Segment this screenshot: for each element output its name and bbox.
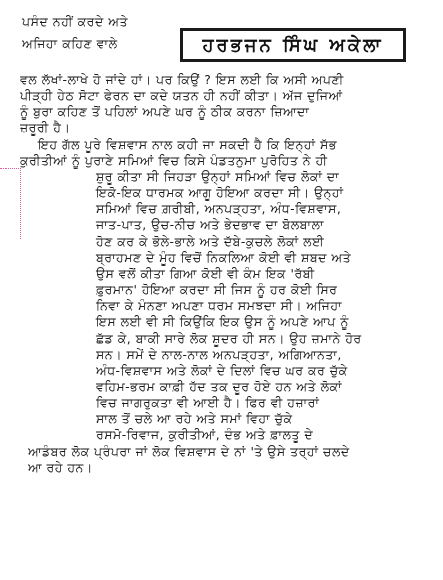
- paragraph-1-line: ਨੂੰ ਬੁਰਾ ਕਹਿਣ ਤੋਂ ਪਹਿਲਾਂ ਅਪਣੇ ਘਰ ਨੂੰ ਠੀਕ ਕਰਨਾ ਜ਼ਿਆਦਾ: [20, 104, 310, 120]
- paragraph-2-line: ਸਮਿਆਂ ਵਿਚ ਗ਼ਰੀਬੀ, ਅਨਪੜ੍ਹਤਾ, ਅੰਧ-ਵਿਸ਼ਵਾਸ,: [96, 201, 342, 217]
- paragraph-2-line: ਆਡੰਬਰ ਲੋਕ ਪ੍ਰੰਪਰਾ ਜਾਂ ਲੋਕ ਵਿਸ਼ਵਾਸ ਦੇ ਨਾਂ 'ਤੇ ਉਸੇ ਤਰ੍ਹਾਂ ਚਲਦੇ: [28, 443, 350, 459]
- paragraph-2-line: ਅੰਧ-ਵਿਸ਼ਵਾਸ ਅਤੇ ਲੋਕਾਂ ਦੇ ਦਿਲਾਂ ਵਿਚ ਘਰ ਕਰ ਚੁੱਕੇ: [96, 362, 348, 378]
- paragraph-1-line: ਪੀੜ੍ਹੀ ਹੇਠ ਸੋਟਾ ਫੇਰਨ ਦਾ ਕਦੇ ਯਤਨ ਹੀ ਨਹੀਂ ਕੀਤਾ। ਅੱਜ ਦੁਜਿਆਂ: [20, 88, 343, 104]
- paragraph-2-line: ਹੋਣ ਕਰ ਕੇ ਭੋਲੇ-ਭਾਲੇ ਅਤੇ ਦੱਬੇ-ਕੁਚਲੇ ਲੋਕਾਂ ਲਈ: [96, 233, 325, 249]
- paragraph-1-line: ਜ਼ਰੂਰੀ ਹੈ।: [20, 120, 71, 136]
- author-headline: ਹਰਭਜਨ ਸਿੰਘ ਅਕੇਲਾ: [202, 34, 384, 56]
- headline-box: [180, 28, 406, 62]
- paragraph-1-line: ਵਲ ਲੱਖਾਂ-ਲਾਖੇ ਹੋ ਜਾਂਦੇ ਹਾਂ। ਪਰ ਕਿਉਂ ? ਇਸ ਲਈ ਕਿ ਅਸੀ ਅਪਣੀ: [20, 72, 344, 87]
- article-body: [20, 72, 428, 476]
- paragraph-2-line: ਇਕੋ-ਇਕ ਧਾਰਮਕ ਆਗੂ ਹੋਇਆ ਕਰਦਾ ਸੀ। ਉਨ੍ਹਾਂ: [96, 185, 344, 201]
- paragraph-2-line: ਸ਼ੁਰੂ ਕੀਤਾ ਸੀ ਜਿਹੜਾ ਉਨ੍ਹਾਂ ਸਮਿਆਂ ਵਿਚ ਲੋਕਾਂ ਦਾ: [96, 168, 340, 184]
- paragraph-2-line: ਰਸਮੋ-ਰਿਵਾਜ, ਕੁਰੀਤੀਆਂ, ਦੰਭ ਅਤੇ ਫ਼ਾਲਤੂ ਦੇ: [96, 427, 314, 443]
- paragraph-2-line: ਵਿਚ ਜਾਗਰੁਕਤਾ ਵੀ ਆਈ ਹੈ। ਫਿਰ ਵੀ ਹਜ਼ਾਰਾਂ: [96, 395, 320, 411]
- paragraph-2-line: ਆ ਰਹੇ ਹਨ।: [28, 459, 93, 475]
- paragraph-2-line: ਫ਼ੁਰਮਾਨ' ਹੋਇਆ ਕਰਦਾ ਸੀ ਜਿਸ ਨੂੰ ਹਰ ਕੋਈ ਸਿਰ: [96, 282, 338, 298]
- paragraph-2-line: ਜਾਤ-ਪਾਤ, ਉਚ-ਨੀਚ ਅਤੇ ਭੇਦਭਾਵ ਦਾ ਬੋਲਬਾਲਾ: [96, 217, 324, 233]
- intro-line-2: ਅਜਿਹਾ ਕਹਿਣ ਵਾਲੇ: [22, 36, 118, 51]
- paragraph-2-line: ਕੁਰੀਤੀਆਂ ਨੂੰ ਪੁਰਾਣੇ ਸਮਿਆਂ ਵਿਚ ਕਿਸੇ ਪੰਡਤਨੁਮਾ ਪੁਰੋਹਿਤ ਨੇ ਹੀ: [20, 152, 328, 168]
- paragraph-2-line: ਇਹ ਗੱਲ ਪੂਰੇ ਵਿਸ਼ਵਾਸ ਨਾਲ ਕਹੀ ਜਾ ਸਕਦੀ ਹੈ ਕਿ ਇਨ੍ਹਾਂ ਸੱਭ: [38, 136, 337, 152]
- paragraph-2-line: ਨਿਵਾ ਕੇ ਮੰਨਣਾ ਅਪਣਾ ਧਰਮ ਸਮਝਦਾ ਸੀ। ਅਜਿਹਾ: [96, 298, 343, 314]
- paragraph-2-line: ਸਨ। ਸਮੇਂ ਦੇ ਨਾਲ-ਨਾਲ ਅਨਪੜ੍ਹਤਾ, ਅਗਿਆਨਤਾ,: [96, 346, 342, 362]
- paragraph-2-line: ਛੱਡ ਕੇ, ਬਾਕੀ ਸਾਰੇ ਲੋਕ ਸ਼ੂਦਰ ਹੀ ਸਨ। ਉਹ ਜ਼ਮਾਨੇ ਹੋਰ: [96, 330, 362, 346]
- intro-line-1: ਪਸੰਦ ਨਹੀਂ ਕਰਦੇ ਅਤੇ: [22, 14, 129, 29]
- paragraph-2-line: ਇਸ ਲਈ ਵੀ ਸੀ ਕਿਉਂਕਿ ਇਕ ਉਸ ਨੂੰ ਅਪਣੇ ਆਪ ਨੂੰ: [96, 314, 349, 330]
- column-divider: [6, 168, 21, 239]
- paragraph-2-line: ਸਾਲ ਤੋਂ ਚਲੇ ਆ ਰਹੇ ਅਤੇ ਸਮਾਂ ਵਿਹਾ ਚੁੱਕੇ: [96, 411, 293, 427]
- paragraph-2-line: ਵਹਿਮ-ਭਰਮ ਕਾਫ਼ੀ ਹੱਦ ਤਕ ਦੂਰ ਹੋਏ ਹਨ ਅਤੇ ਲੋਕਾਂ: [96, 378, 343, 394]
- paragraph-2-line: ਬ੍ਰਾਹਮਣ ਦੇ ਮੂੰਹ ਵਿਚੋਂ ਨਿਕਲਿਆ ਕੋਈ ਵੀ ਸ਼ਬਦ ਅਤੇ: [96, 249, 352, 265]
- paragraph-2-line: ਉਸ ਵਲੋਂ ਕੀਤਾ ਗਿਆ ਕੋਈ ਵੀ ਕੰਮ ਇਕ 'ਰੱਬੀ: [96, 265, 315, 281]
